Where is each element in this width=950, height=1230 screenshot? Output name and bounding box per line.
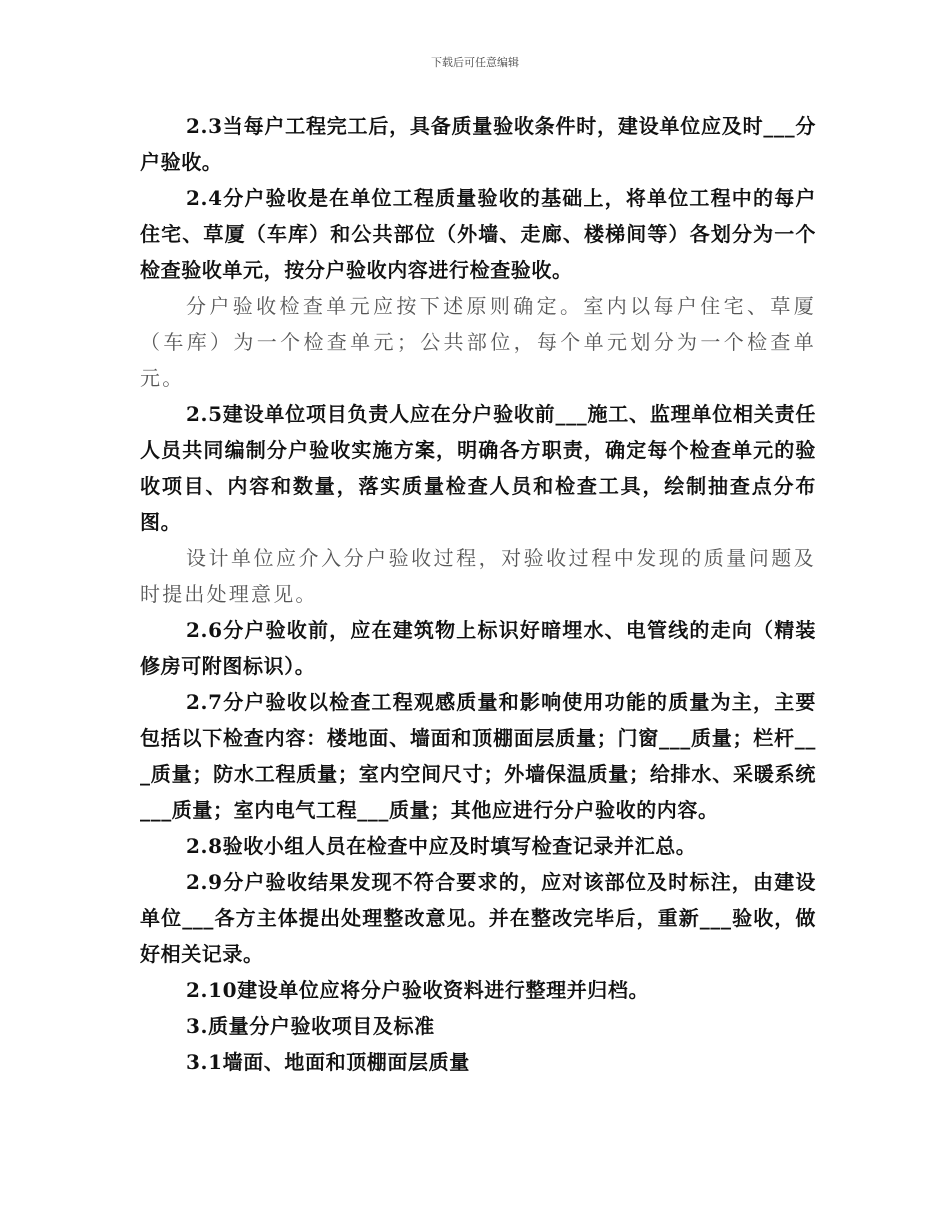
paragraph-2-9: 2.9分户验收结果发现不符合要求的，应对该部位及时标注，由建设单位___各方主体提出处理整改意见。并在整改完毕后，重新___验收，做好相关记录。 (140, 870, 816, 966)
paragraph-2-6: 2.6分户验收前，应在建筑物上标识好暗埋水、电管线的走向（精装修房可附图标识）。 (140, 618, 816, 678)
paragraph-2-3: 2.3当每户工程完工后，具备质量验收条件时，建设单位应及时___分户验收。 (140, 114, 816, 174)
paragraph-2-4: 2.4分户验收是在单位工程质量验收的基础上，将单位工程中的每户住宅、草厦（车库）和公共部位（外墙、走廊、楼梯间等）各划分为一个检查验收单元，按分户验收内容进行检查验收。 (140, 186, 816, 282)
paragraph-inspection-unit-rule: 分户验收检查单元应按下述原则确定。室内以每户住宅、草厦（车库）为一个检查单元；公共部位，每个单元划分为一个检查单元。 (140, 294, 816, 390)
paragraph-2-10: 2.10建设单位应将分户验收资料进行整理并归档。 (186, 978, 650, 1002)
paragraph-2-7: 2.7分户验收以检查工程观感质量和影响使用功能的质量为主，主要包括以下检查内容：楼地面、墙面和顶棚面层质量；门窗___质量；栏杆___质量；防水工程质量；室内空间尺寸；外墙保温质量；给排水、采暖系统___质量；室内电气工程___质量；其他应进行分户验收的内容。 (140, 690, 816, 822)
document-body (140, 108, 816, 1080)
paragraph-2-5: 2.5建设单位项目负责人应在分户验收前___施工、监理单位相关责任人员共同编制分户验收实施方案，明确各方职责，确定每个检查单元的验收项目、内容和数量，落实质量检查人员和检查工具，绘制抽查点分布图。 (140, 402, 816, 534)
section-heading-3: 3.质量分户验收项目及标准 (186, 1014, 435, 1038)
paragraph-design-unit: 设计单位应介入分户验收过程，对验收过程中发现的质量问题及时提出处理意见。 (140, 546, 816, 606)
page-header-note: 下载后可任意编辑 (431, 56, 519, 69)
subsection-heading-3-1: 3.1墙面、地面和顶棚面层质量 (186, 1050, 470, 1074)
paragraph-2-8: 2.8验收小组人员在检查中应及时填写检查记录并汇总。 (186, 834, 697, 858)
